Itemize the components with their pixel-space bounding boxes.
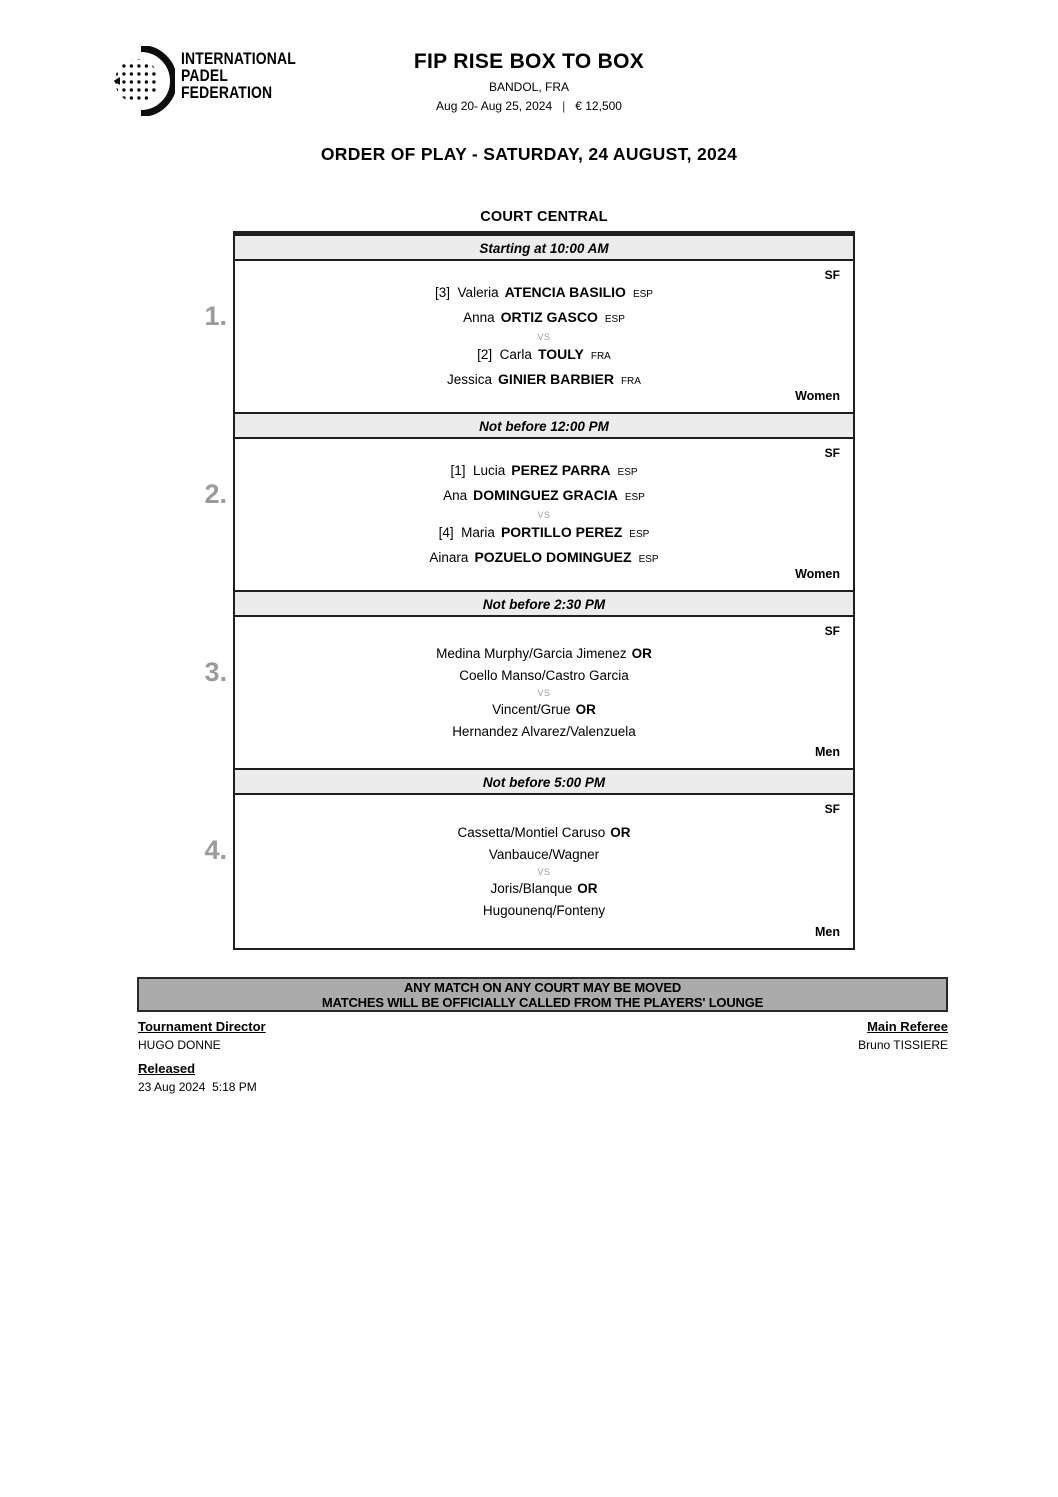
player-country: ESP [604,313,625,325]
or-label: OR [610,824,631,840]
team-names: Joris/Blanque [490,880,573,896]
round-label: SF [824,624,840,638]
team-names: Coello Manso/Castro Garcia [459,667,629,683]
event-prize: € 12,500 [575,99,622,113]
match-teams [235,261,853,412]
player-name: [2] Carla [477,346,532,362]
vs-label: VS [537,687,551,698]
match-teams [235,795,853,948]
event-dates: Aug 20- Aug 25, 2024 [436,99,553,113]
tournament-director-label: Tournament Director [138,1019,266,1034]
player-name: [4] Maria [438,524,495,540]
player-country: FRA [590,350,611,362]
match-slot-3 [204,617,853,770]
player-country: ESP [624,491,645,503]
match-slot-2 [204,439,853,592]
player-country: ESP [629,528,650,540]
schedule-table [204,231,855,950]
team-line [492,703,596,717]
footer-left [138,1019,266,1103]
player-line [435,285,653,302]
notice-bar [137,977,948,1012]
player-country: ESP [632,288,653,300]
player-name: [3] Valeria [435,284,499,300]
team-line [436,647,652,661]
court-name: COURT CENTRAL [480,209,608,225]
player-surname: GINIER BARBIER [498,370,614,387]
time-header-2: Not before 12:00 PM [235,414,853,439]
time-header-4: Not before 5:00 PM [235,770,853,795]
main-referee-name: Bruno TISSIERE [858,1038,948,1052]
team-names: Medina Murphy/Garcia Jimenez [436,645,627,661]
player-country: FRA [620,375,641,387]
category-label: Men [815,925,840,939]
round-label: SF [824,446,840,460]
team-names: Cassetta/Montiel Caruso [457,824,606,840]
event-meta [0,99,1058,113]
player-country: ESP [638,553,659,565]
vs-label: VS [537,866,551,877]
player-line [477,347,611,364]
match-slot-1 [204,261,853,414]
category-label: Women [795,567,840,581]
player-surname: POZUELO DOMINGUEZ [474,548,632,565]
vs-label: VS [537,331,551,342]
team-line [452,725,636,739]
time-header-3: Not before 2:30 PM [235,592,853,617]
vs-label: VS [537,509,551,520]
or-label: OR [577,880,598,896]
team-line [483,904,605,918]
team-line [459,669,629,683]
released-label: Released [138,1061,196,1076]
category-label: Women [795,389,840,403]
player-name: Jessica [447,371,493,387]
round-label: SF [824,268,840,282]
or-label: OR [631,645,652,661]
player-line [443,488,645,505]
team-names: Hugounenq/Fonteny [482,902,606,918]
order-of-play-title: ORDER OF PLAY - SATURDAY, 24 AUGUST, 2024 [320,144,738,164]
match-number-1: 1. [204,301,227,331]
player-name: [1] Lucia [450,462,506,478]
player-line [463,310,625,327]
notice-line-1: ANY MATCH ON ANY COURT MAY BE MOVED [403,979,682,995]
player-surname: ORTIZ GASCO [500,308,598,325]
match-slot-4 [204,795,853,948]
time-header-1: Starting at 10:00 AM [235,236,853,261]
player-surname: PORTILLO PEREZ [500,523,623,540]
player-name: Ainara [429,549,469,565]
match-teams [235,439,853,590]
team-line [490,882,597,896]
player-line [447,372,641,389]
round-label: SF [824,802,840,816]
player-name: Ana [443,487,468,503]
notice-line-2: MATCHES WILL BE OFFICIALLY CALLED FROM THE PLAYERS' LOUNGE [321,994,764,1010]
match-number-4: 4. [204,835,227,865]
match-number-3: 3. [204,657,227,687]
released-datetime: 23 Aug 2024 5:18 PM [138,1080,257,1094]
player-surname: ATENCIA BASILIO [504,283,626,300]
match-number-2: 2. [204,479,227,509]
logo-line-2: PADEL [181,66,229,85]
or-label: OR [575,701,596,717]
logo-line-3: FEDERATION [181,83,273,102]
player-country: ESP [617,466,638,478]
footer-right [858,1019,948,1061]
player-surname: DOMINGUEZ GRACIA [473,486,618,503]
team-names: Vincent/Grue [492,701,571,717]
main-referee-label: Main Referee [867,1019,948,1034]
player-name: Anna [463,309,495,325]
player-surname: PEREZ PARRA [511,461,611,478]
team-line [457,826,630,840]
event-title: FIP RISE BOX TO BOX [413,50,645,73]
team-names: Hernandez Alvarez/Valenzuela [452,723,636,739]
event-location: BANDOL, FRA [488,80,569,94]
tournament-director-name: HUGO DONNE [138,1038,221,1052]
event-header [0,50,1058,113]
team-line [489,848,599,862]
team-names: Vanbauce/Wagner [488,846,600,862]
category-label: Men [815,745,840,759]
player-line [439,525,650,542]
match-teams [235,617,853,768]
player-surname: TOULY [537,345,584,362]
logo-line-1: INTERNATIONAL [181,49,296,68]
player-line [429,550,658,567]
player-line [450,463,637,480]
meta-separator: | [562,99,566,113]
